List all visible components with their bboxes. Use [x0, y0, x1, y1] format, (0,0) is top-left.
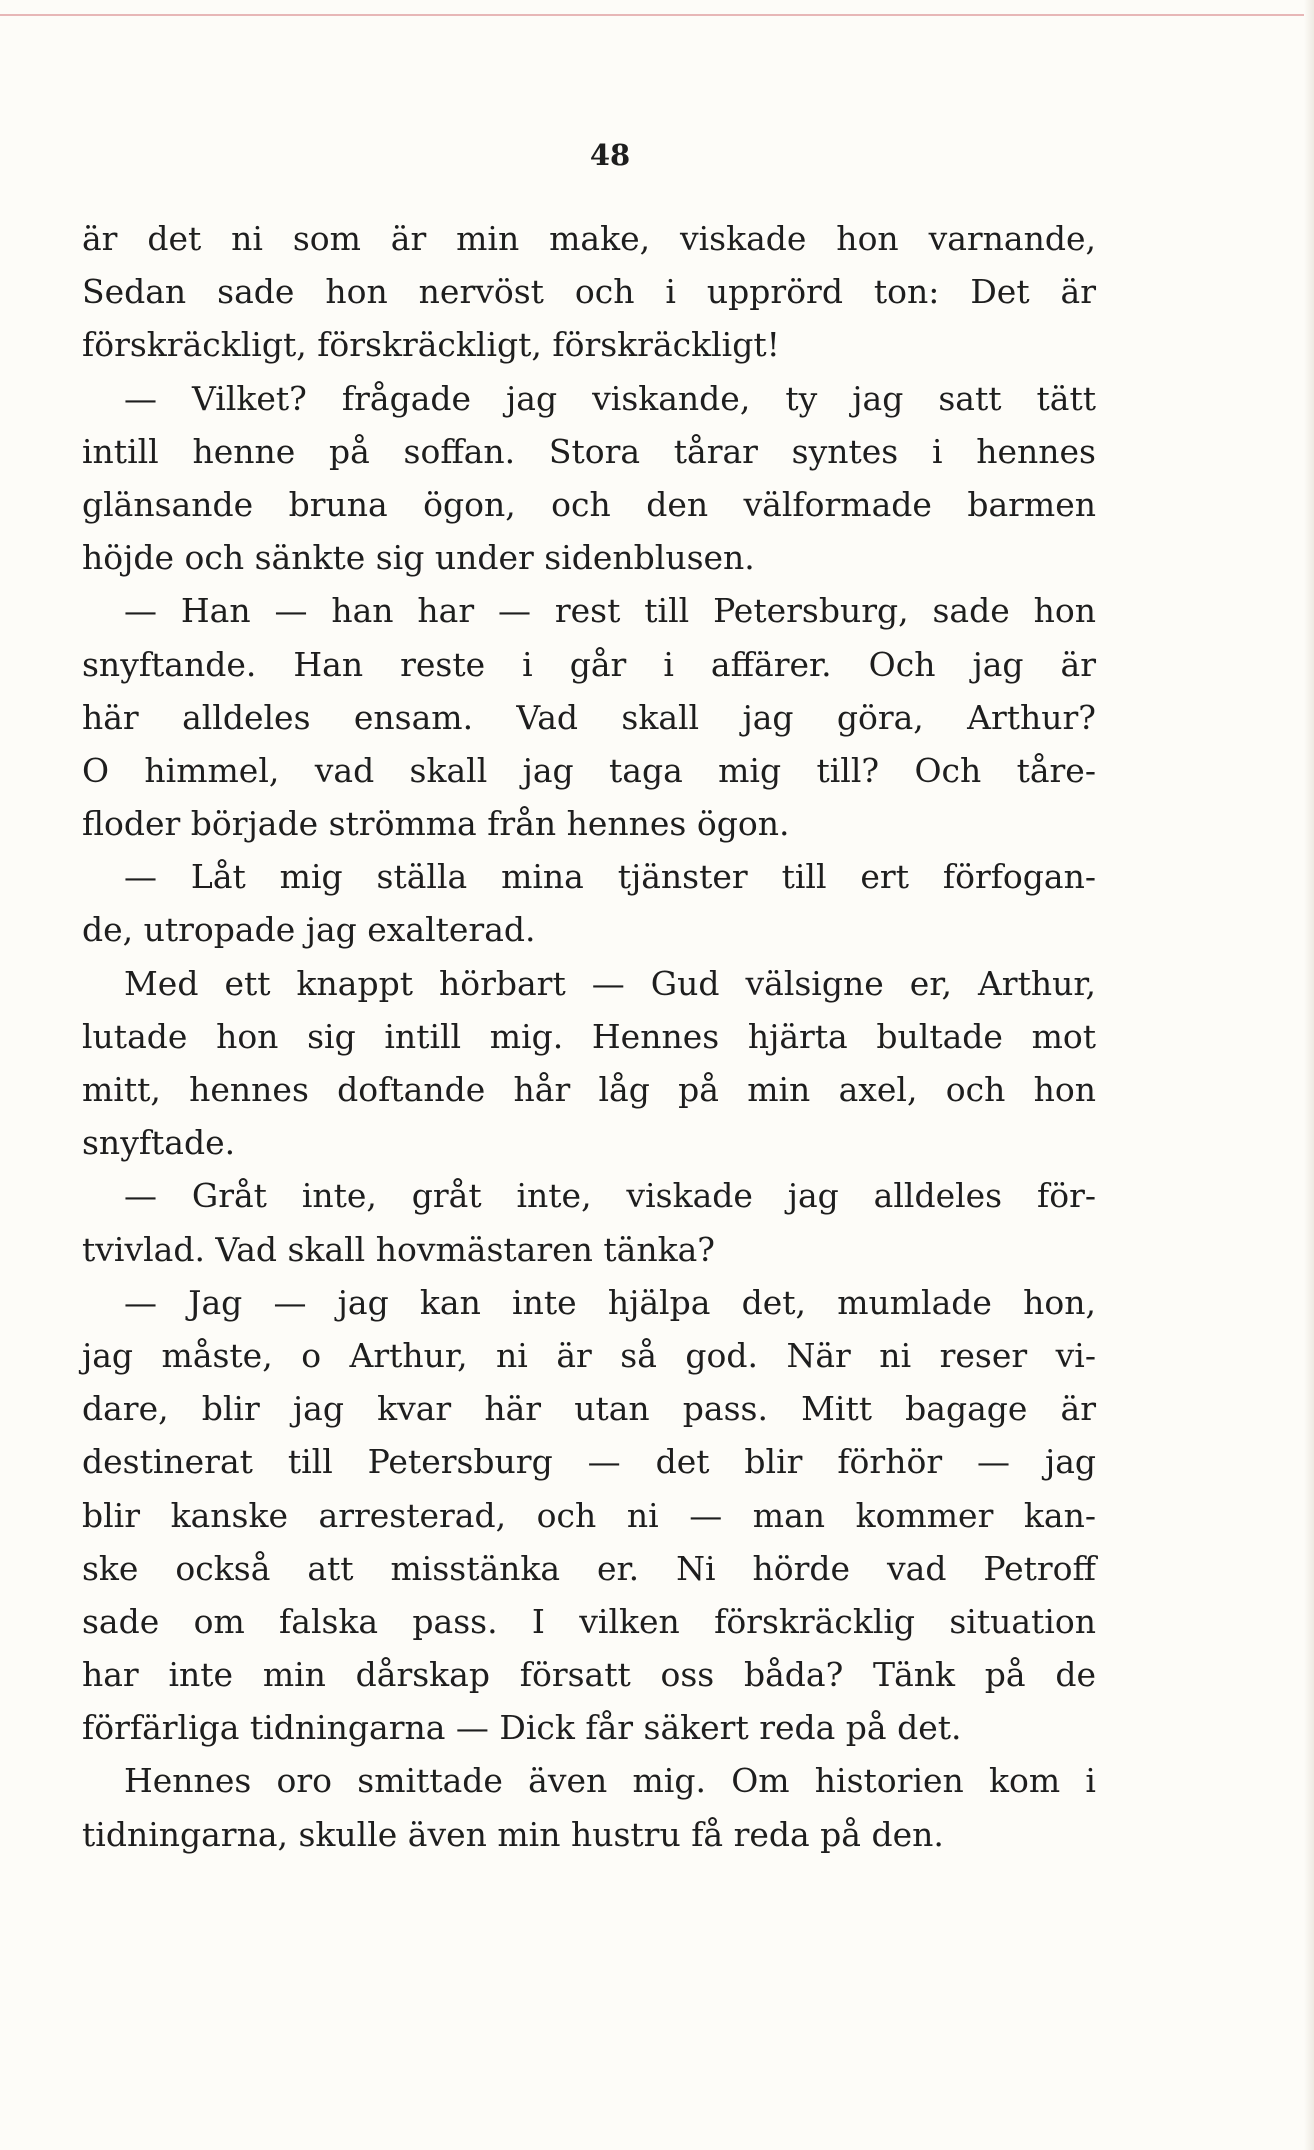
text-line: här alldeles ensam. Vad skall jag göra, Arthur? [82, 697, 1096, 737]
text-line: snyftande. Han reste i går i affärer. Och jag är [82, 644, 1096, 684]
text-line: förfärliga tidningarna — Dick får säkert reda på det. [82, 1708, 962, 1748]
body-text [82, 212, 1096, 1861]
text-line: — Låt mig ställa mina tjänster till ert förfogan- [124, 857, 1096, 897]
text-line: — Gråt inte, gråt inte, viskade jag alldeles för- [124, 1176, 1096, 1216]
text-line: har inte min dårskap försatt oss båda? Tänk på de [82, 1655, 1096, 1695]
text-line: sade om falska pass. I vilken förskräcklig situation [82, 1601, 1096, 1641]
text-line: — Han — han har — rest till Petersburg, sade hon [124, 591, 1096, 631]
text-line: — Vilket? frågade jag viskande, ty jag satt tätt [124, 378, 1096, 418]
text-line: glänsande bruna ögon, och den välformade barmen [82, 484, 1096, 524]
text-line: förskräckligt, förskräckligt, förskräckligt! [82, 325, 780, 365]
text-line: snyftade. [82, 1123, 236, 1163]
text-line: Sedan sade hon nervöst och i upprörd ton: Det är [82, 272, 1096, 312]
text-line: floder började strömma från hennes ögon. [82, 804, 790, 844]
page-edge-shadow [1304, 0, 1314, 2150]
text-line: — Jag — jag kan inte hjälpa det, mumlade hon, [124, 1282, 1096, 1322]
text-line: Hennes oro smittade även mig. Om historien kom i [124, 1761, 1096, 1801]
text-line: är det ni som är min make, viskade hon varnande, [82, 219, 1096, 258]
text-line: lutade hon sig intill mig. Hennes hjärta bultade mot [82, 1016, 1096, 1056]
text-line: mitt, hennes doftande hår låg på min axel, och hon [82, 1070, 1096, 1109]
text-line: Med ett knappt hörbart — Gud välsigne er, Arthur, [124, 963, 1096, 1003]
text-line: ske också att misstänka er. Ni hörde vad Petroff [82, 1548, 1096, 1588]
text-line: dare, blir jag kvar här utan pass. Mitt bagage är [82, 1389, 1096, 1429]
text-line: tvivlad. Vad skall hovmästaren tänka? [82, 1229, 715, 1269]
text-line: intill henne på soffan. Stora tårar syntes i hennes [82, 431, 1096, 471]
text-line: jag måste, o Arthur, ni är så god. När ni reser vi- [82, 1335, 1096, 1375]
top-edge-rule [0, 14, 1314, 16]
text-line: tidningarna, skulle även min hustru få reda på den. [82, 1814, 944, 1854]
text-line: O himmel, vad skall jag taga mig till? Och tåre- [82, 750, 1096, 790]
text-line: blir kanske arresterad, och ni — man kommer kan- [82, 1495, 1096, 1535]
text-line: de, utropade jag exalterad. [82, 910, 536, 950]
text-line: destinerat till Petersburg — det blir förhör — jag [82, 1442, 1096, 1482]
page-number: 48 [589, 138, 631, 172]
text-line: höjde och sänkte sig under sidenblusen. [82, 538, 755, 578]
